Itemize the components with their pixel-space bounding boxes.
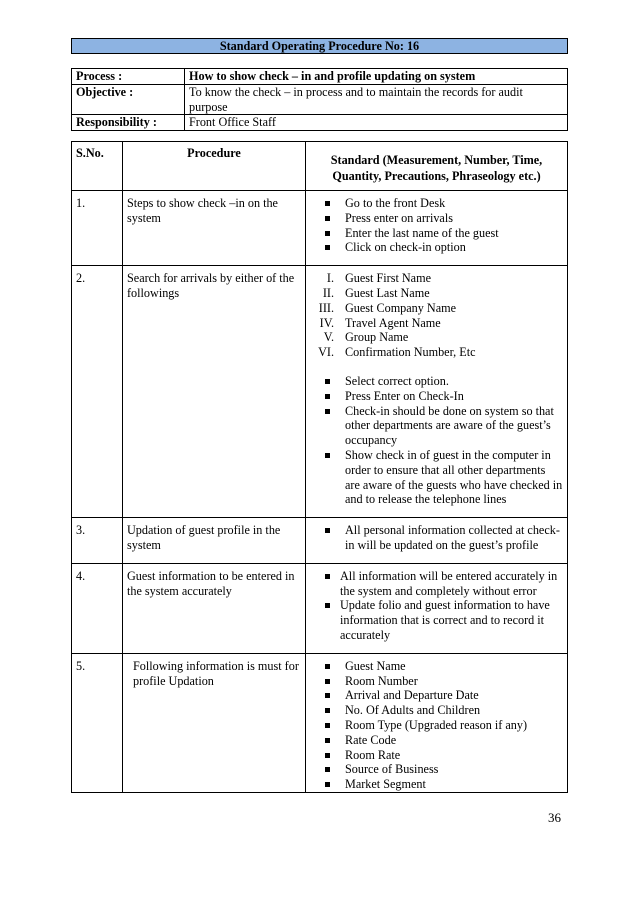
list-text: Travel Agent Name: [345, 315, 441, 330]
list-item: Market Segment: [310, 777, 563, 792]
list-item: Guest Name: [310, 659, 563, 674]
table-row: [72, 518, 568, 564]
standard-header: Standard (Measurement, Number, Time, Quantity, Precautions, Phraseology etc.): [306, 142, 568, 191]
list-text: Guest Last Name: [345, 285, 430, 300]
table-row: [72, 266, 568, 518]
list-text: Guest First Name: [345, 271, 431, 286]
row-sno: 1.: [72, 191, 123, 266]
responsibility-label: Responsibility :: [72, 115, 185, 131]
list-item: Room Rate: [310, 748, 563, 763]
numbered-list: [310, 271, 563, 360]
list-item: Press Enter on Check-In: [310, 389, 563, 404]
list-text: Confirmation Number, Etc: [345, 345, 476, 360]
bullet-list: [310, 196, 563, 255]
list-item: [310, 286, 563, 301]
list-item: [310, 316, 563, 331]
list-item: Click on check-in option: [310, 240, 563, 255]
list-item: Room Number: [310, 674, 563, 689]
list-item: Arrival and Departure Date: [310, 688, 563, 703]
objective-value: To know the check – in process and to maintain the records for audit purpose: [185, 84, 568, 115]
list-item: [310, 345, 563, 360]
list-spacer: [310, 360, 563, 374]
objective-row: [72, 84, 568, 115]
list-item: Update folio and guest information to have information that is correct and to record it accurately: [310, 598, 563, 642]
list-text: Guest Company Name: [345, 300, 457, 315]
table-row: [72, 563, 568, 653]
list-item: [310, 271, 563, 286]
list-item: Source of Business: [310, 762, 563, 777]
responsibility-value: Front Office Staff: [185, 115, 568, 131]
list-item: Show check in of guest in the computer in order to ensure that all other departments are aware of the guests who have checked in and to release the telephone lines: [310, 448, 563, 507]
row-sno: 2.: [72, 266, 123, 518]
responsibility-row: [72, 115, 568, 131]
row-standard: [306, 518, 568, 564]
list-number: VI.: [318, 345, 334, 360]
list-number: IV.: [319, 315, 334, 330]
procedure-table-header: [72, 142, 568, 191]
table-row: [72, 653, 568, 792]
bullet-list: [310, 659, 563, 792]
list-item: Room Type (Upgraded reason if any): [310, 718, 563, 733]
row-sno: 3.: [72, 518, 123, 564]
list-item: All information will be entered accurately in the system and completely without error: [310, 569, 563, 599]
sop-title: Standard Operating Procedure No: 16: [71, 38, 568, 54]
row-standard: [306, 653, 568, 792]
list-item: [310, 301, 563, 316]
sop-meta-table: [71, 68, 568, 131]
list-item: All personal information collected at check-in will be updated on the guest’s profile: [310, 523, 563, 553]
list-number: III.: [318, 300, 334, 315]
row-procedure: Following information is must for profile Updation: [123, 653, 306, 792]
bullet-list: [310, 523, 563, 553]
list-item: Select correct option.: [310, 374, 563, 389]
process-value: How to show check – in and profile updating on system: [185, 69, 568, 85]
list-number: V.: [323, 330, 334, 345]
sno-header: S.No.: [72, 142, 123, 191]
page-number: 36: [548, 810, 561, 825]
procedure-table: [71, 141, 568, 793]
row-procedure: Updation of guest profile in the system: [123, 518, 306, 564]
list-number: II.: [322, 285, 334, 300]
table-row: [72, 191, 568, 266]
row-procedure: Search for arrivals by either of the followings: [123, 266, 306, 518]
process-label: Process :: [72, 69, 185, 85]
list-item: Check-in should be done on system so that other departments are aware of the guest’s occupancy: [310, 404, 563, 448]
procedure-header: Procedure: [123, 142, 306, 191]
row-standard: [306, 266, 568, 518]
row-procedure: Guest information to be entered in the system accurately: [123, 563, 306, 653]
bullet-list: [310, 374, 563, 507]
list-item: Enter the last name of the guest: [310, 226, 563, 241]
list-item: Rate Code: [310, 733, 563, 748]
row-procedure: Steps to show check –in on the system: [123, 191, 306, 266]
row-standard: [306, 563, 568, 653]
row-standard: [306, 191, 568, 266]
bullet-list: [310, 569, 563, 643]
list-item: No. Of Adults and Children: [310, 703, 563, 718]
list-item: Press enter on arrivals: [310, 211, 563, 226]
objective-label: Objective :: [72, 84, 185, 115]
list-number: I.: [326, 271, 334, 286]
process-row: [72, 69, 568, 85]
list-item: Go to the front Desk: [310, 196, 563, 211]
list-text: Group Name: [345, 330, 409, 345]
row-sno: 5.: [72, 653, 123, 792]
row-sno: 4.: [72, 563, 123, 653]
list-item: [310, 330, 563, 345]
